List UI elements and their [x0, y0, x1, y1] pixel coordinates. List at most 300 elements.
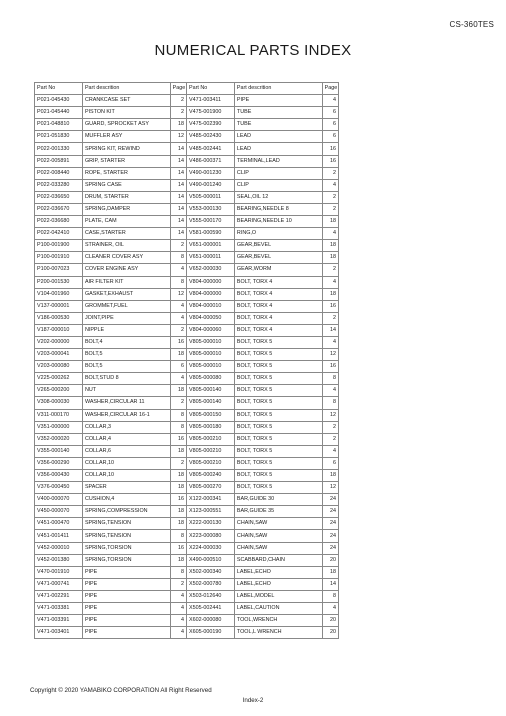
table-row [35, 107, 339, 119]
part-no-left: V355-000140 [35, 445, 83, 457]
part-no-right: V651-000001 [186, 240, 234, 252]
header-part-no-right: Part No [186, 83, 234, 95]
page-right: 2 [322, 421, 338, 433]
page-right: 18 [322, 288, 338, 300]
description-left: SPRING KIT, REWIND [82, 143, 170, 155]
page-left: 2 [170, 457, 186, 469]
page-left: 18 [170, 506, 186, 518]
table-row [35, 324, 339, 336]
page-left: 14 [170, 155, 186, 167]
description-right: TOOL,L WRENCH [234, 627, 322, 639]
part-no-left: V356-000430 [35, 470, 83, 482]
table-row [35, 470, 339, 482]
page-right: 4 [322, 385, 338, 397]
part-no-left: P021-045430 [35, 95, 83, 107]
part-no-left: V471-003391 [35, 615, 83, 627]
part-no-left: V202-000000 [35, 336, 83, 348]
part-no-right: X224-000030 [186, 542, 234, 554]
model-number: CS-360TES [449, 20, 494, 29]
description-left: GASKET,EXHAUST [82, 288, 170, 300]
part-no-right: V804-000060 [186, 324, 234, 336]
header-page-right: Page [322, 83, 338, 95]
description-left: COLLAR,6 [82, 445, 170, 457]
page-left: 18 [170, 554, 186, 566]
table-row [35, 554, 339, 566]
description-left: COLLAR,3 [82, 421, 170, 433]
table-row [35, 119, 339, 131]
part-no-right: V475-002390 [186, 119, 234, 131]
page-left: 12 [170, 288, 186, 300]
table-row [35, 385, 339, 397]
table-row [35, 615, 339, 627]
page-left: 8 [170, 276, 186, 288]
description-right: CHAIN,SAW [234, 542, 322, 554]
description-left: ROPE, STARTER [82, 167, 170, 179]
page-left: 2 [170, 107, 186, 119]
part-no-left: V471-003381 [35, 603, 83, 615]
part-no-left: V452-000010 [35, 542, 83, 554]
page-left: 4 [170, 300, 186, 312]
description-right: BOLT, TORX 5 [234, 336, 322, 348]
description-right: LEAD [234, 131, 322, 143]
page-right: 14 [322, 578, 338, 590]
part-no-right: V490-001230 [186, 167, 234, 179]
description-left: PLATE, CAM [82, 216, 170, 228]
part-no-left: V452-001380 [35, 554, 83, 566]
part-no-left: V400-000070 [35, 494, 83, 506]
description-right: TUBE [234, 119, 322, 131]
table-row [35, 457, 339, 469]
part-no-right: V652-000030 [186, 264, 234, 276]
page-right: 8 [322, 373, 338, 385]
part-no-right: V505-000011 [186, 191, 234, 203]
description-right: BOLT, TORX 5 [234, 445, 322, 457]
part-no-right: V581-000590 [186, 228, 234, 240]
description-left: SPRING,TORSION [82, 542, 170, 554]
table-row [35, 518, 339, 530]
part-no-left: P022-005891 [35, 155, 83, 167]
part-no-right: V485-002430 [186, 131, 234, 143]
description-right: BOLT, TORX 5 [234, 421, 322, 433]
part-no-right: X503-012640 [186, 590, 234, 602]
page-left: 14 [170, 143, 186, 155]
page-right: 2 [322, 312, 338, 324]
part-no-right: X223-000080 [186, 530, 234, 542]
description-left: SPRING,DAMPER [82, 203, 170, 215]
description-right: BOLT, TORX 4 [234, 312, 322, 324]
page-left: 14 [170, 191, 186, 203]
description-right: BOLT, TORX 4 [234, 300, 322, 312]
page-right: 16 [322, 155, 338, 167]
page-left: 18 [170, 385, 186, 397]
description-left: SPACER [82, 482, 170, 494]
part-no-right: X602-000080 [186, 615, 234, 627]
description-left: CASE,STARTER [82, 228, 170, 240]
part-no-left: P100-007023 [35, 264, 83, 276]
page-right: 4 [322, 336, 338, 348]
part-no-right: X123-000551 [186, 506, 234, 518]
table-row [35, 494, 339, 506]
part-no-left: V203-000080 [35, 361, 83, 373]
table-row [35, 191, 339, 203]
table-row [35, 203, 339, 215]
description-right: BOLT, TORX 5 [234, 385, 322, 397]
table-row [35, 590, 339, 602]
description-left: SPRING,TENSION [82, 518, 170, 530]
table-row [35, 288, 339, 300]
description-right: SEAL,OIL 12 [234, 191, 322, 203]
page-left: 4 [170, 590, 186, 602]
description-right: BEARING,NEEDLE 8 [234, 203, 322, 215]
part-no-right: V805-000140 [186, 385, 234, 397]
page-right: 18 [322, 240, 338, 252]
description-right: LABEL,MODEL [234, 590, 322, 602]
description-right: LABEL,ECHO [234, 566, 322, 578]
table-row [35, 95, 339, 107]
page-right: 16 [322, 143, 338, 155]
page-left: 2 [170, 578, 186, 590]
description-right: TERMINAL,LEAD [234, 155, 322, 167]
parts-index-table [34, 82, 339, 639]
part-no-left: V203-000041 [35, 349, 83, 361]
page-right: 16 [322, 361, 338, 373]
part-no-left: P022-008440 [35, 167, 83, 179]
description-left: CLEANER COVER ASY [82, 252, 170, 264]
part-no-left: V471-003401 [35, 627, 83, 639]
part-no-right: X505-002441 [186, 603, 234, 615]
page-left: 16 [170, 494, 186, 506]
description-left: JOINT,PIPE [82, 312, 170, 324]
description-left: GRIP, STARTER [82, 155, 170, 167]
page-left: 18 [170, 482, 186, 494]
part-no-left: P022-033280 [35, 179, 83, 191]
page-right: 18 [322, 566, 338, 578]
table-row [35, 421, 339, 433]
description-left: BOLT,STUD 8 [82, 373, 170, 385]
part-no-right: V805-000240 [186, 470, 234, 482]
page-left: 16 [170, 336, 186, 348]
page-right: 20 [322, 615, 338, 627]
header-page-left: Page [170, 83, 186, 95]
part-no-right: V805-000080 [186, 373, 234, 385]
table-row [35, 445, 339, 457]
part-no-right: V805-000210 [186, 445, 234, 457]
page-left: 8 [170, 252, 186, 264]
description-right: BOLT, TORX 4 [234, 288, 322, 300]
table-row [35, 433, 339, 445]
page-left: 8 [170, 530, 186, 542]
table-row [35, 131, 339, 143]
part-no-right: X222-000130 [186, 518, 234, 530]
description-left: SPRING CASE [82, 179, 170, 191]
part-no-left: P022-001330 [35, 143, 83, 155]
page-left: 8 [170, 421, 186, 433]
description-right: LABEL,CAUTION [234, 603, 322, 615]
description-right: BOLT, TORX 5 [234, 457, 322, 469]
description-right: BOLT, TORX 5 [234, 397, 322, 409]
page-left: 18 [170, 470, 186, 482]
part-no-right: X122-000341 [186, 494, 234, 506]
part-no-left: V471-000741 [35, 578, 83, 590]
page-title: NUMERICAL PARTS INDEX [154, 42, 352, 59]
description-left: SPRING,TORSION [82, 554, 170, 566]
description-right: GEAR,WORM [234, 264, 322, 276]
table-row [35, 336, 339, 348]
part-no-left: V351-000000 [35, 421, 83, 433]
page-right: 2 [322, 433, 338, 445]
part-no-left: V186-000530 [35, 312, 83, 324]
part-no-left: P022-036670 [35, 203, 83, 215]
page-right: 6 [322, 119, 338, 131]
description-left: NUT [82, 385, 170, 397]
part-no-left: V471-002291 [35, 590, 83, 602]
page-right: 12 [322, 482, 338, 494]
page-left: 14 [170, 203, 186, 215]
part-no-right: V805-000180 [186, 421, 234, 433]
description-left: PIPE [82, 590, 170, 602]
description-left: MUFFLER ASY [82, 131, 170, 143]
page-left: 4 [170, 312, 186, 324]
part-no-left: V187-000010 [35, 324, 83, 336]
table-row [35, 373, 339, 385]
page-right: 12 [322, 349, 338, 361]
page-right: 24 [322, 542, 338, 554]
table-row [35, 506, 339, 518]
description-right: TOOL,WRENCH [234, 615, 322, 627]
header-description-left: Part descrition [82, 83, 170, 95]
part-no-left: V137-000001 [35, 300, 83, 312]
description-left: WASHER,CIRCULAR 11 [82, 397, 170, 409]
part-no-right: V805-000010 [186, 349, 234, 361]
part-no-right: V805-000010 [186, 361, 234, 373]
part-no-right: X502-000340 [186, 566, 234, 578]
description-left: BOLT,5 [82, 349, 170, 361]
description-left: SPRING,TENSION [82, 530, 170, 542]
table-row [35, 603, 339, 615]
description-right: BOLT, TORX 5 [234, 470, 322, 482]
table-row [35, 542, 339, 554]
page-right: 24 [322, 506, 338, 518]
page-right: 4 [322, 445, 338, 457]
description-left: PISTON KIT [82, 107, 170, 119]
description-right: LEAD [234, 143, 322, 155]
part-no-right: V805-000210 [186, 457, 234, 469]
header-part-no-left: Part No [35, 83, 83, 95]
part-no-left: P022-042410 [35, 228, 83, 240]
part-no-right: V805-000140 [186, 397, 234, 409]
page-left: 18 [170, 518, 186, 530]
description-left: GROMMET,FUEL [82, 300, 170, 312]
page-number: Index-2 [242, 697, 264, 704]
page-left: 4 [170, 603, 186, 615]
page-left: 14 [170, 216, 186, 228]
parts-table-body [35, 95, 339, 639]
page-left: 14 [170, 167, 186, 179]
page-right: 6 [322, 131, 338, 143]
page-left: 14 [170, 228, 186, 240]
part-no-right: V804-000050 [186, 312, 234, 324]
page-left: 8 [170, 409, 186, 421]
page-right: 20 [322, 627, 338, 639]
table-row [35, 627, 339, 639]
description-left: WASHER,CIRCULAR 16-1 [82, 409, 170, 421]
description-right: BOLT, TORX 5 [234, 433, 322, 445]
description-right: BOLT, TORX 4 [234, 276, 322, 288]
part-no-left: P100-001910 [35, 252, 83, 264]
part-no-right: V651-000011 [186, 252, 234, 264]
page-left: 4 [170, 615, 186, 627]
page-right: 2 [322, 167, 338, 179]
description-right: BOLT, TORX 5 [234, 361, 322, 373]
description-right: BAR,GUIDE 35 [234, 506, 322, 518]
description-right: BEARING,NEEDLE 10 [234, 216, 322, 228]
part-no-right: V471-003411 [186, 95, 234, 107]
page-right: 4 [322, 95, 338, 107]
page-left: 2 [170, 324, 186, 336]
part-no-left: V470-001910 [35, 566, 83, 578]
page-right: 4 [322, 603, 338, 615]
table-row [35, 276, 339, 288]
table-row [35, 240, 339, 252]
description-right: TUBE [234, 107, 322, 119]
page-left: 16 [170, 433, 186, 445]
page-right: 24 [322, 518, 338, 530]
description-right: BOLT, TORX 4 [234, 324, 322, 336]
page-right: 4 [322, 179, 338, 191]
part-no-left: V376-000450 [35, 482, 83, 494]
page-right: 14 [322, 324, 338, 336]
table-row [35, 155, 339, 167]
description-left: AIR FILTER KIT [82, 276, 170, 288]
table-row [35, 397, 339, 409]
table-row [35, 167, 339, 179]
page-right: 4 [322, 276, 338, 288]
part-no-right: V555-000170 [186, 216, 234, 228]
table-row [35, 349, 339, 361]
table-row [35, 482, 339, 494]
description-left: CRANKCASE SET [82, 95, 170, 107]
table-row [35, 179, 339, 191]
description-right: RING,O [234, 228, 322, 240]
page-right: 24 [322, 494, 338, 506]
page-left: 4 [170, 373, 186, 385]
description-left: CUSHION,4 [82, 494, 170, 506]
page-right: 8 [322, 397, 338, 409]
description-left: COLLAR,10 [82, 470, 170, 482]
description-right: CLIP [234, 167, 322, 179]
description-left: PIPE [82, 566, 170, 578]
page-left: 2 [170, 95, 186, 107]
table-row [35, 409, 339, 421]
page-right: 8 [322, 590, 338, 602]
page-right: 18 [322, 470, 338, 482]
table-header-row [35, 83, 339, 95]
part-no-right: V805-000150 [186, 409, 234, 421]
part-no-left: V265-000200 [35, 385, 83, 397]
part-no-left: V225-000262 [35, 373, 83, 385]
copyright-notice: Copyright © 2020 YAMABIKO CORPORATION All Right Reserved [30, 687, 212, 694]
part-no-right: V485-002441 [186, 143, 234, 155]
page-left: 6 [170, 361, 186, 373]
table-row [35, 143, 339, 155]
page-right: 6 [322, 457, 338, 469]
page-left: 16 [170, 542, 186, 554]
part-no-left: V311-000170 [35, 409, 83, 421]
description-left: BOLT,5 [82, 361, 170, 373]
part-no-left: V450-000070 [35, 506, 83, 518]
part-no-right: V475-001900 [186, 107, 234, 119]
part-no-right: V805-000010 [186, 336, 234, 348]
description-left: GUARD, SPROCKET ASY [82, 119, 170, 131]
page-right: 18 [322, 216, 338, 228]
part-no-left: P021-045440 [35, 107, 83, 119]
description-right: BOLT, TORX 5 [234, 349, 322, 361]
part-no-left: V451-000470 [35, 518, 83, 530]
part-no-left: P022-036650 [35, 191, 83, 203]
table-row [35, 264, 339, 276]
description-right: PIPE [234, 95, 322, 107]
page-left: 8 [170, 566, 186, 578]
page-left: 18 [170, 119, 186, 131]
part-no-right: X605-000190 [186, 627, 234, 639]
description-left: STRAINER, OIL [82, 240, 170, 252]
description-left: PIPE [82, 578, 170, 590]
description-right: BAR,GUIDE 30 [234, 494, 322, 506]
part-no-left: P200-001530 [35, 276, 83, 288]
description-left: SPRING,COMPRESSION [82, 506, 170, 518]
table-row [35, 361, 339, 373]
description-left: PIPE [82, 615, 170, 627]
description-left: PIPE [82, 627, 170, 639]
part-no-right: V804-000000 [186, 276, 234, 288]
page-left: 18 [170, 349, 186, 361]
page-right: 2 [322, 191, 338, 203]
page-right: 2 [322, 264, 338, 276]
part-no-left: V356-000290 [35, 457, 83, 469]
page-right: 12 [322, 409, 338, 421]
description-right: LABEL,ECHO [234, 578, 322, 590]
part-no-left: P021-051830 [35, 131, 83, 143]
description-left: COLLAR,4 [82, 433, 170, 445]
part-no-right: V805-000210 [186, 433, 234, 445]
page-left: 18 [170, 445, 186, 457]
table-row [35, 216, 339, 228]
page-right: 6 [322, 107, 338, 119]
part-no-left: P021-048810 [35, 119, 83, 131]
table-row [35, 252, 339, 264]
page-right: 4 [322, 228, 338, 240]
table-row [35, 228, 339, 240]
description-left: COLLAR,10 [82, 457, 170, 469]
description-right: BOLT, TORX 5 [234, 409, 322, 421]
description-right: BOLT, TORX 5 [234, 373, 322, 385]
page-right: 18 [322, 252, 338, 264]
page-right: 16 [322, 300, 338, 312]
page-left: 4 [170, 264, 186, 276]
description-right: GEAR,BEVEL [234, 252, 322, 264]
table-row [35, 566, 339, 578]
part-no-left: V451-001411 [35, 530, 83, 542]
page-right: 2 [322, 203, 338, 215]
part-no-left: V352-000020 [35, 433, 83, 445]
part-no-right: V490-001240 [186, 179, 234, 191]
page-left: 4 [170, 627, 186, 639]
description-right: BOLT, TORX 5 [234, 482, 322, 494]
description-right: CHAIN,SAW [234, 530, 322, 542]
page-right: 24 [322, 530, 338, 542]
description-right: CLIP [234, 179, 322, 191]
page-left: 12 [170, 131, 186, 143]
